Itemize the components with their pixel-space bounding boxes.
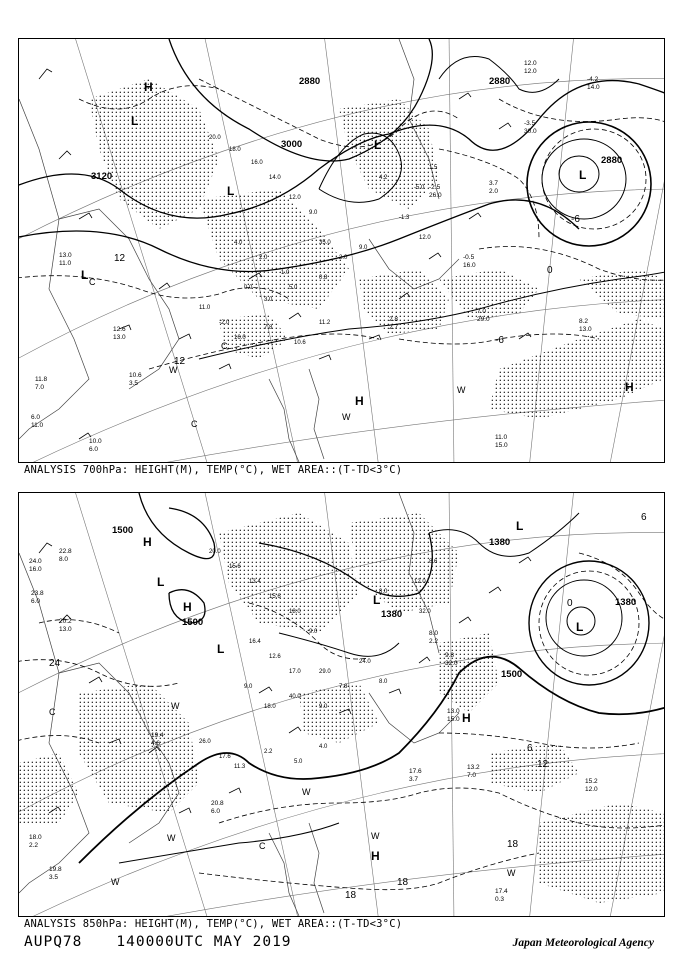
svg-text:8.0: 8.0	[379, 679, 388, 685]
isotherm-label-18-c: 18	[397, 877, 409, 888]
svg-text:15.6: 15.6	[229, 564, 241, 570]
svg-text:2.2: 2.2	[29, 842, 39, 849]
svg-text:18.0: 18.0	[29, 834, 42, 841]
center-warm: W	[167, 833, 176, 843]
height-label-3120: 3120	[91, 171, 113, 182]
svg-text:17.6: 17.6	[409, 768, 422, 775]
svg-text:12.6: 12.6	[269, 654, 281, 660]
center-warm: W	[111, 877, 120, 887]
isotherm-label-12: 12	[537, 759, 549, 770]
svg-text:16.0: 16.0	[251, 160, 263, 166]
station-plot	[524, 120, 537, 135]
svg-text:13.0: 13.0	[113, 334, 126, 341]
svg-text:3.7: 3.7	[489, 180, 499, 187]
svg-text:9.8: 9.8	[445, 652, 455, 659]
svg-text:-1.3: -1.3	[399, 215, 410, 221]
isotherm-label-minus6-a: -6	[571, 214, 580, 225]
svg-text:12.0: 12.0	[524, 60, 537, 67]
svg-text:20.0: 20.0	[209, 135, 221, 141]
svg-text:8.2: 8.2	[579, 318, 589, 325]
center-low: L	[217, 642, 225, 656]
svg-text:6.0: 6.0	[211, 808, 221, 815]
map-700hpa	[18, 38, 665, 463]
height-label-2880-b: 2880	[489, 76, 511, 87]
svg-text:4.2: 4.2	[379, 175, 388, 181]
svg-text:9.0: 9.0	[359, 245, 368, 251]
svg-text:12.0: 12.0	[289, 195, 301, 201]
svg-text:2.0: 2.0	[259, 255, 268, 261]
height-label-2880-c: 2880	[601, 155, 623, 166]
svg-text:20.8: 20.8	[211, 800, 224, 807]
height-label-1500-a: 1500	[112, 525, 134, 536]
station-plot	[129, 372, 142, 387]
station-plot	[31, 590, 44, 605]
svg-text:2.2: 2.2	[429, 638, 439, 645]
svg-text:2.2: 2.2	[264, 749, 273, 755]
svg-text:32.0: 32.0	[445, 660, 458, 667]
svg-text:0.3: 0.3	[495, 896, 505, 903]
isotherm-label-6-a: 6	[527, 743, 533, 754]
height-label-1380-a: 1380	[489, 537, 511, 548]
svg-text:19.8: 19.8	[49, 866, 62, 873]
station-plot	[447, 708, 460, 723]
height-label-1380-b: 1380	[381, 609, 403, 620]
caption-700hpa: ANALYSIS 700hPa: HEIGHT(M), TEMP(°C), WET AREA::(T-TD<3°C)	[24, 464, 403, 476]
svg-text:17.6: 17.6	[219, 754, 231, 760]
svg-text:11.2: 11.2	[319, 320, 331, 326]
center-low: L	[131, 114, 139, 128]
height-label-1500-b: 1500	[182, 617, 204, 628]
station-plot	[429, 184, 442, 199]
svg-text:13.0: 13.0	[447, 708, 460, 715]
isotherm-label-6-b: 6	[641, 512, 647, 523]
svg-text:7.0: 7.0	[467, 772, 477, 779]
station-plot	[59, 548, 72, 563]
valid-time: 140000UTC MAY 2019	[116, 934, 292, 950]
center-warm: W	[507, 868, 516, 878]
svg-text:7.8: 7.8	[264, 325, 273, 331]
svg-text:13.4: 13.4	[249, 579, 261, 585]
center-high: H	[183, 600, 192, 614]
svg-text:11.0: 11.0	[59, 260, 72, 267]
svg-text:8.6: 8.6	[429, 559, 438, 565]
svg-text:5.0: 5.0	[294, 759, 303, 765]
svg-text:8.0: 8.0	[429, 630, 439, 637]
svg-text:11.3: 11.3	[234, 764, 246, 770]
svg-text:1.5: 1.5	[429, 165, 438, 171]
station-plot	[467, 764, 480, 779]
height-contours	[19, 39, 664, 359]
svg-text:15.2: 15.2	[585, 778, 598, 785]
center-cold: C	[221, 341, 228, 351]
svg-text:-5.0: -5.0	[414, 185, 425, 191]
station-plot	[59, 252, 72, 267]
svg-text:9.0: 9.0	[319, 704, 328, 710]
center-low: L	[227, 184, 235, 198]
svg-text:13.2: 13.2	[467, 764, 480, 771]
svg-text:18.0: 18.0	[264, 704, 276, 710]
svg-text:6.0: 6.0	[89, 446, 99, 453]
svg-text:12.0: 12.0	[585, 786, 598, 793]
map-850hpa-canvas	[19, 493, 664, 916]
svg-text:3.5: 3.5	[129, 380, 139, 387]
station-plot	[524, 60, 537, 75]
svg-text:19.4: 19.4	[151, 732, 164, 739]
svg-text:2.0: 2.0	[339, 255, 348, 261]
center-low: L	[157, 575, 165, 589]
svg-text:15.0: 15.0	[447, 716, 460, 723]
center-warm: W	[302, 787, 311, 797]
svg-text:26.0: 26.0	[199, 739, 211, 745]
station-plot	[463, 254, 476, 269]
svg-text:3.5: 3.5	[49, 874, 59, 881]
svg-text:2.7: 2.7	[389, 324, 399, 331]
svg-text:20.0: 20.0	[209, 549, 221, 555]
center-low: L	[81, 268, 89, 282]
svg-text:2.0: 2.0	[489, 188, 499, 195]
station-plot	[31, 414, 44, 429]
station-plot	[429, 630, 438, 645]
station-plot	[35, 376, 48, 391]
svg-text:3.7: 3.7	[409, 776, 419, 783]
center-warm: W	[457, 385, 466, 395]
station-plot	[113, 326, 126, 341]
center-warm: W	[171, 701, 180, 711]
svg-text:7.0: 7.0	[35, 384, 45, 391]
svg-text:16.0: 16.0	[463, 262, 476, 269]
svg-text:14.0: 14.0	[587, 84, 600, 91]
center-low: L	[374, 138, 382, 152]
station-plot	[59, 618, 72, 633]
center-high: H	[143, 535, 152, 549]
svg-text:29.0: 29.0	[319, 669, 331, 675]
bulletin-code: AUPQ78	[24, 934, 83, 950]
isotherm-label-minus6-b: -6	[495, 335, 504, 346]
svg-text:18.0: 18.0	[229, 147, 241, 153]
svg-text:7.8: 7.8	[339, 684, 348, 690]
center-high: H	[625, 380, 634, 394]
svg-text:8.0: 8.0	[379, 589, 388, 595]
station-plot	[495, 888, 508, 903]
center-warm: W	[169, 365, 178, 375]
svg-text:-2.5: -2.5	[429, 184, 441, 191]
svg-text:13.0: 13.0	[59, 252, 72, 259]
svg-text:26.0: 26.0	[429, 192, 442, 199]
center-cold: C	[259, 841, 266, 851]
station-plot	[389, 316, 398, 331]
svg-text:4.6: 4.6	[151, 740, 161, 747]
station-plot	[49, 866, 62, 881]
svg-text:11.0: 11.0	[31, 422, 44, 429]
svg-text:4.0: 4.0	[234, 240, 243, 246]
svg-text:10.6: 10.6	[129, 372, 142, 379]
caption-850hpa: ANALYSIS 850hPa: HEIGHT(M), TEMP(°C), WET AREA::(T-TD<3°C)	[24, 918, 403, 930]
svg-text:16.4: 16.4	[249, 639, 261, 645]
svg-text:13.0: 13.0	[579, 326, 592, 333]
center-warm: W	[371, 831, 380, 841]
svg-text:12.0: 12.0	[414, 579, 426, 585]
svg-text:3.0: 3.0	[264, 297, 273, 303]
center-low: L	[576, 620, 584, 634]
svg-text:22.8: 22.8	[59, 548, 72, 555]
svg-text:11.0: 11.0	[199, 305, 211, 311]
center-low: L	[373, 593, 381, 607]
svg-text:-2.0: -2.0	[219, 320, 230, 326]
height-label-1380-c: 1380	[615, 597, 637, 608]
svg-text:12.0: 12.0	[419, 235, 431, 241]
svg-text:7.0: 7.0	[477, 308, 487, 315]
svg-text:10.6: 10.6	[294, 340, 306, 346]
svg-text:17.4: 17.4	[495, 888, 508, 895]
center-cold: C	[89, 277, 96, 287]
svg-text:2.8: 2.8	[389, 316, 399, 323]
isotherm-label-12-b: 12	[114, 253, 126, 264]
svg-text:30.0: 30.0	[524, 128, 537, 135]
svg-text:12.0: 12.0	[524, 68, 537, 75]
svg-text:0.8: 0.8	[319, 275, 328, 281]
svg-text:35.0: 35.0	[319, 240, 331, 246]
svg-text:9.0: 9.0	[309, 210, 318, 216]
svg-text:15.6: 15.6	[269, 594, 281, 600]
station-plot	[29, 834, 42, 849]
svg-text:12.6: 12.6	[113, 326, 126, 333]
center-low: L	[516, 519, 524, 533]
svg-text:13.0: 13.0	[59, 626, 72, 633]
svg-text:4.0: 4.0	[319, 744, 328, 750]
station-plot	[29, 558, 42, 573]
svg-text:9.0: 9.0	[244, 684, 253, 690]
chart-identifier	[24, 934, 292, 950]
svg-text:-4.2: -4.2	[587, 76, 599, 83]
svg-text:16.0: 16.0	[234, 335, 246, 341]
height-label-3000: 3000	[281, 139, 303, 150]
height-label-1500-c: 1500	[501, 669, 523, 680]
svg-text:15.0: 15.0	[495, 442, 508, 449]
svg-text:-3.5: -3.5	[524, 120, 536, 127]
isotherm-label-24: 24	[49, 658, 61, 669]
isotherm-label-18-b: 18	[345, 890, 357, 901]
agency-name: Japan Meteorological Agency	[512, 937, 654, 949]
svg-text:-1.0: -1.0	[279, 270, 290, 276]
svg-text:6.0: 6.0	[31, 414, 41, 421]
isotherm-label-0: 0	[547, 265, 553, 276]
height-label-2880-a: 2880	[299, 76, 321, 87]
station-plot	[495, 434, 508, 449]
svg-text:14.0: 14.0	[269, 175, 281, 181]
center-cold: C	[49, 707, 56, 717]
svg-text:40.0: 40.0	[289, 694, 301, 700]
station-plot	[89, 438, 102, 453]
svg-text:11.8: 11.8	[35, 376, 48, 383]
station-plot	[489, 180, 498, 195]
svg-text:24.0: 24.0	[29, 558, 42, 565]
isotherm-label-18-a: 18	[507, 839, 519, 850]
svg-text:17.0: 17.0	[289, 669, 301, 675]
map-700hpa-canvas	[19, 39, 664, 462]
svg-text:20.2: 20.2	[59, 618, 72, 625]
station-plot	[211, 800, 224, 815]
svg-text:11.0: 11.0	[495, 434, 508, 441]
svg-text:29.0: 29.0	[477, 316, 490, 323]
center-high: H	[355, 394, 364, 408]
station-plot	[579, 318, 592, 333]
svg-text:23.8: 23.8	[31, 590, 44, 597]
svg-text:16.0: 16.0	[29, 566, 42, 573]
svg-text:24.0: 24.0	[359, 659, 371, 665]
center-high: H	[462, 711, 471, 725]
svg-text:9.0: 9.0	[309, 629, 318, 635]
svg-text:10.0: 10.0	[89, 438, 102, 445]
svg-text:8.0: 8.0	[59, 556, 69, 563]
station-plot	[409, 768, 422, 783]
svg-text:-0.5: -0.5	[463, 254, 475, 261]
svg-text:32.0: 32.0	[419, 609, 431, 615]
map-850hpa	[18, 492, 665, 917]
station-plot	[587, 76, 600, 91]
center-high: H	[371, 849, 380, 863]
center-warm: W	[342, 412, 351, 422]
svg-text:6.0: 6.0	[31, 598, 41, 605]
isotherm-label-0: 0	[567, 598, 573, 609]
center-high: H	[144, 80, 153, 94]
center-low: L	[579, 168, 587, 182]
center-cold: C	[191, 419, 198, 429]
svg-text:0.0: 0.0	[244, 285, 253, 291]
svg-text:18.0: 18.0	[289, 609, 301, 615]
isotherm-label-12-a: 12	[174, 356, 186, 367]
svg-text:5.0: 5.0	[289, 285, 298, 291]
station-plot	[585, 778, 598, 793]
